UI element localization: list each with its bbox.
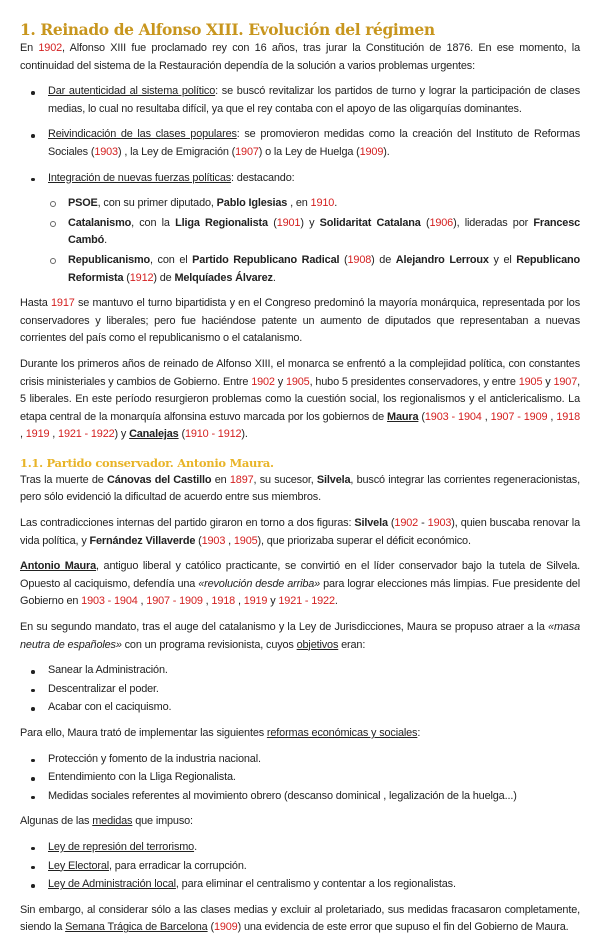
text-run: , [225,534,234,547]
text-run: ( [420,216,430,229]
text-run: ) de [153,271,175,284]
text-run: Hasta [20,297,52,310]
paragraph [20,619,580,654]
bold-term: Francesc Cambó [68,216,581,247]
list-item [28,126,580,161]
text-run: con un programa revisionista, cuyos [121,638,297,651]
text-run: ( [207,921,214,934]
paragraph [20,356,580,444]
text-run: Protección y fomento de la industria nacional. [48,752,261,765]
paragraph [20,472,580,507]
section-heading [20,20,580,40]
list-item [48,215,580,250]
date-text: 1909 [359,145,384,158]
date-text: 1903 [427,517,452,530]
text-run: ( [339,253,348,266]
text-run: : [417,727,421,739]
text-run: Para ello, Maura trató de implementar las siguientes [20,727,267,739]
date-text: 1919 [243,595,268,608]
text-run: ( [123,271,130,284]
list-item [28,751,580,769]
underlined-term: Dar autenticidad al sistema político [48,85,216,98]
text-run: en [211,473,230,486]
text-run: ), quien buscaba renovar la vida política, y [20,517,580,547]
bold-term: Maura [387,410,419,423]
date-text: 1905 [285,375,310,388]
paragraph [20,558,580,611]
text-run: . [104,234,108,247]
text-run: ( [267,216,277,229]
text-run: Tras la muerte de [20,473,108,486]
text-run: Algunas de las [20,815,93,828]
text-run: , [49,428,59,441]
date-text: 1905 [233,534,258,547]
date-text: 1903 - 1904 [424,410,482,423]
date-text: 1919 [25,428,50,441]
date-text: 1912 [129,271,154,284]
date-text: 1910 - 1912 [184,428,242,441]
text-run: : se buscó revitalizar los partidos de turno y lograr la participación de clases medias, lo cual no resultaba difícil, ya que el rey contaba con el apoyo de las oligarquías dominantes. [48,85,580,115]
bold-term: Silvela [354,517,388,530]
text-run: ). [241,428,248,441]
list-item [28,662,580,680]
bold-term: Republicanismo [68,253,151,266]
text-run: ), lideradas por [453,216,534,229]
bold-term: Partido Republicano Radical [192,253,340,266]
text-run: ). [383,145,390,158]
bold-term: Fernández Villaverde [89,534,196,547]
subsection-heading [20,454,580,472]
text-run: En [20,42,39,54]
date-text: 1921 - 1922 [58,428,115,441]
date-text: 1903 [94,145,118,158]
date-text: 1907 - 1909 [146,595,203,608]
bold-term: Antonio Maura [20,560,97,573]
document-page [20,20,580,945]
date-text: 1897 [229,473,254,486]
text-run: , su sucesor, [253,473,317,486]
underlined-term: Ley Electoral [48,859,110,872]
underlined-term: Integración de nuevas fuerzas políticas [48,171,232,184]
date-text: 1905 [518,375,543,388]
bold-term: Republicano Reformista [68,253,580,284]
text-run: , para erradicar la corrupción. [109,859,247,872]
text-run: - [418,517,428,530]
text-run: Las contradicciones internas del partido giraron en torno a dos figuras: [20,517,355,530]
date-text: 1902 [394,517,419,530]
text-run: , en [287,197,311,210]
text-run: ) de [371,253,396,266]
date-text: 1917 [51,297,75,310]
date-text: 1910 [310,197,335,210]
underlined-term: Ley de Administración local [48,878,176,891]
text-run: , buscó integrar las corrientes regeneracionistas, pero sólo evidenció la dificultad de acuerdo entre sus miembros. [20,473,580,504]
bullet-list [20,751,580,806]
text-run: ) , la Ley de Emigración ( [117,145,236,158]
text-run: Sanear la Administración. [48,664,168,677]
text-run: , antiguo liberal y católico practicante, se convirtió en el líder conservador bajo la tutela de Silvela. Opuesto al caciquismo, defendía una [20,560,580,590]
text-run: , [481,410,491,423]
text-run: , [137,595,147,608]
paragraph [20,902,580,937]
text-run: , 5 liberales. En este período resurgieron problemas como la cuestión social, los regionalismos y el anticlericalismo. La etapa central de la monarquía alfonsina estuvo marcada por los gobiernos de [20,375,580,423]
date-text: 1921 - 1922 [278,595,335,608]
text-run: Durante los primeros años de reinado de Alfonso XIII, el monarca se enfrentó a la complejidad política, con constantes crisis ministeriales y cambios de Gobierno. Entre [20,357,580,388]
bold-term: Catalanismo [68,216,132,229]
text-run: : destacando: [231,171,295,184]
text-run: , [235,595,244,608]
text-run: 1.1. Partido conservador. Antonio Maura. [20,455,274,470]
text-run: se mantuvo el turno bipartidista y en el Congreso predominó la mayoría monárquica, representada por los conservadores y liberales; pero fue haciéndose patente un aumento de diputados que representaban a nuevas corrientes del país como el republicanismo o el catalanismo. [20,297,580,345]
underlined-term: Reivindicación de las clases populares [48,128,237,141]
paragraph [20,515,580,550]
date-text: 1918 [211,595,236,608]
date-text: 1903 - 1904 [81,595,138,608]
bold-term: Melquíades Álvarez [174,271,273,284]
text-run: Descentralizar el poder. [48,682,159,695]
bullet-list [20,662,580,717]
text-run: Sin embargo, al considerar sólo a las clases medias y excluir al proletariado, sus medidas fracasaron completamente, siendo la [20,903,580,934]
bold-term: Alejandro Lerroux [395,253,489,266]
text-run: . [334,197,338,210]
text-run: , [20,428,26,441]
text-run: ( [418,410,425,423]
bold-term: Pablo Iglesias [216,197,288,210]
bold-term: Cánovas del Castillo [107,473,212,486]
text-run: , Alfonso XIII fue proclamado rey con 16 años, tras jurar la Constitución de 1876. En ese momento, la continuidad del sistema de la Restauración dependía de la solución a varios problemas urgentes: [20,42,580,72]
underlined-term: medidas [92,815,133,828]
list-item [28,681,580,699]
bullet-list [20,839,580,894]
underlined-term: Ley de represión del terrorismo [48,840,195,853]
text-run: 1. Reinado de Alfonso XIII. Evolución del régimen [20,20,435,39]
list-item [28,876,580,894]
list-item [28,170,580,188]
text-run: ) o la Ley de Huelga ( [258,145,360,158]
text-run: y el [488,253,517,266]
paragraph [20,813,580,831]
text-run: . [334,595,338,608]
date-text: 1903 [201,534,226,547]
list-item [28,858,580,876]
paragraph [20,40,580,75]
text-run: eran: [338,638,366,651]
date-text: 1907 - 1909 [490,410,548,423]
text-run: ) una evidencia de este error que supuso el fin del Gobierno de Maura. [237,921,569,934]
date-text: 1907 [553,375,578,388]
paragraph [20,295,580,348]
bullet-list [20,83,580,287]
bold-term: PSOE [68,197,98,210]
text-run: En su segundo mandato, tras el auge del catalanismo y la Ley de Jurisdicciones, Maura se propuso atraer a la [20,621,549,634]
date-text: 1902 [38,42,63,54]
list-item [28,699,580,717]
text-run: , con el [150,253,193,266]
underlined-term: Semana Trágica de Barcelona [65,921,208,934]
text-run: , con su primer diputado, [97,197,217,210]
text-run: , hubo 5 presidentes conservadores, y entre [309,375,519,388]
bold-term: Silvela [316,473,351,486]
bold-term: Canalejas [129,428,179,441]
text-run: ) y [300,216,320,229]
date-text: 1918 [556,410,580,423]
text-run: Medidas sociales referentes al movimiento obrero (descanso dominical , legalización de la huelga...) [48,789,517,802]
list-item [28,788,580,806]
bold-term: Solidaritat Catalana [319,216,421,229]
text-run: para lograr elecciones más limpias. Fue presidente del Gobierno en [20,577,580,608]
text-run: ( [387,517,395,530]
text-run: , [202,595,212,608]
text-run: y [542,375,554,388]
text-run: que impuso: [132,815,193,828]
list-item [48,195,580,213]
text-run: ( [178,428,185,441]
list-item [28,83,580,118]
text-run: , con la [131,216,176,229]
date-text: 1902 [251,375,275,388]
text-run: , [547,410,557,423]
text-run: . [272,271,276,284]
date-text: 1901 [276,216,301,229]
text-run: ), que priorizaba superar el déficit económico. [257,534,471,547]
text-run: . [194,840,197,853]
text-run: Entendimiento con la Lliga Regionalista. [48,771,236,784]
text-run: ( [195,534,202,547]
underlined-term: objetivos [296,638,339,651]
date-text: 1908 [347,253,372,266]
text-run: y [267,595,279,608]
list-item [48,252,580,287]
paragraph [20,725,580,743]
italic-quote: «revolución desde arriba» [198,577,321,590]
date-text: 1906 [429,216,454,229]
date-text: 1907 [235,145,259,158]
text-run: : se promovieron medidas como la creación del Instituto de Reformas Sociales ( [48,128,580,158]
bold-term: Lliga Regionalista [175,216,268,229]
underlined-term: reformas económicas y sociales [266,727,418,739]
list-item [28,769,580,787]
text-run: , para eliminar el centralismo y contentar a los regionalistas. [175,878,456,891]
text-run: ) y [114,428,130,441]
text-run: Acabar con el caciquismo. [48,701,172,714]
date-text: 1909 [213,921,238,934]
text-run: y [274,375,286,388]
italic-quote: «masa neutra de españoles» [20,621,580,651]
